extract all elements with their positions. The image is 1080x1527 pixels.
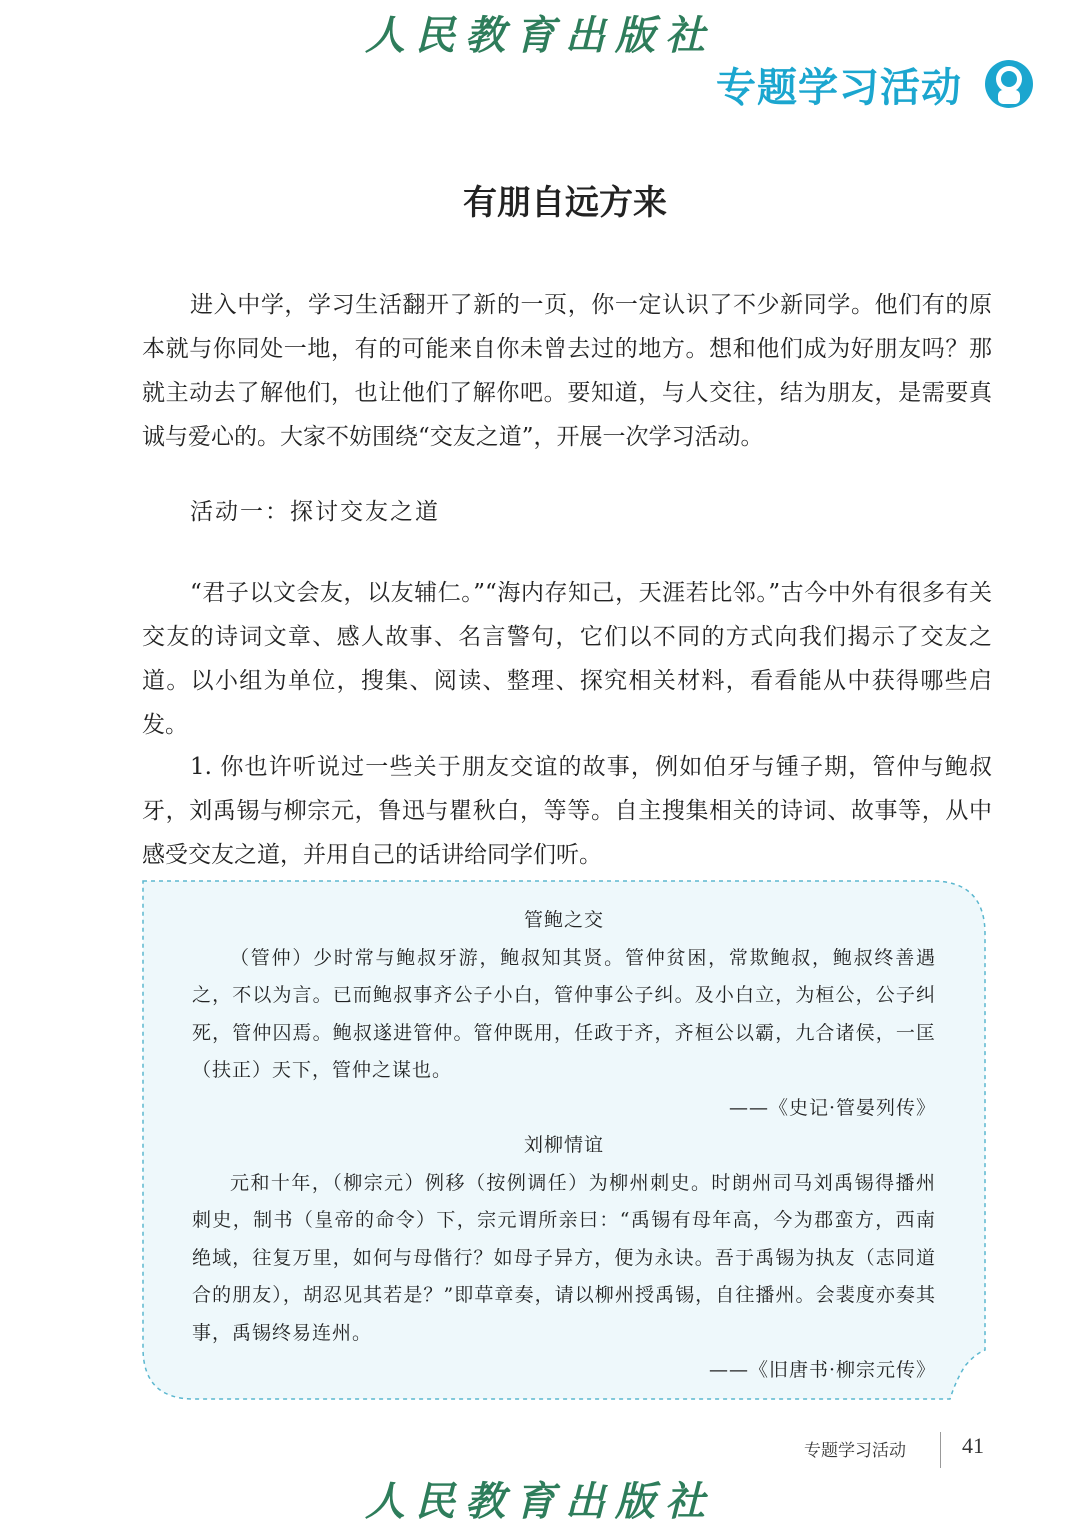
activity-heading: 活动一：探讨交友之道	[190, 499, 440, 525]
person-icon	[984, 59, 1034, 109]
footer-divider	[940, 1432, 941, 1468]
reading-material-box	[142, 880, 986, 1400]
section-header	[716, 56, 1034, 112]
story-source: ——《旧唐书·柳宗元传》	[708, 1359, 936, 1381]
page-number: 41	[962, 1433, 984, 1458]
reading-material-content	[192, 902, 936, 1390]
publisher-logo-bottom: 人民教育出版社	[365, 1478, 715, 1525]
footer-section-label: 专题学习活动	[804, 1441, 906, 1461]
intro-paragraph: 进入中学，学习生活翻开了新的一页，你一定认识了不少新同学。他们有的原本就与你同处一地，有的可能来自你未曾去过的地方。想和他们成为好朋友吗？那就主动去了解他们，也让他们了解你吧。要知道，与人交往，结为朋友，是需要真诚与爱心的。大家不妨围绕“交友之道”，开展一次学习活动。	[142, 292, 992, 450]
task-1-paragraph: 1. 你也许听说过一些关于朋友交谊的故事，例如伯牙与锺子期，管仲与鲍叔牙，刘禹锡与柳宗元，鲁迅与瞿秋白，等等。自主搜集相关的诗词、故事等，从中感受交友之道，并用自己的话讲给同学们听。	[142, 754, 992, 868]
publisher-logo-top: 人民教育出版社	[365, 12, 715, 59]
story-text: （管仲）少时常与鲍叔牙游，鲍叔知其贤。管仲贫困，常欺鲍叔，鲍叔终善遇之，不以为言。已而鲍叔事齐公子小白，管仲事公子纠。及小白立，为桓公，公子纠死，管仲囚焉。鲍叔遂进管仲。管仲既用，任政于齐，齐桓公以霸，九合诸侯，一匡（扶正）天下，管仲之谋也。	[192, 946, 936, 1081]
section-title: 专题学习活动	[716, 64, 962, 111]
story-title: 刘柳情谊	[523, 1134, 604, 1156]
story-text: 元和十年，（柳宗元）例移（按例调任）为柳州刺史。时朗州司马刘禹锡得播州刺史，制书（皇帝的命令）下，宗元谓所亲曰：“禹锡有母年高，今为郡蛮方，西南绝域，往复万里，如何与母偕行？如母子异方，便为永诀。吾于禹锡为执友（志同道合的朋友），胡忍见其若是？”即草章奏，请以柳州授禹锡，自往播州。会裴度亦奏其事，禹锡终易连州。	[192, 1171, 936, 1344]
story-source: ——《史记·管晏列传》	[728, 1096, 936, 1119]
page-title: 有朋自远方来	[463, 182, 667, 223]
story-title: 管鲍之交	[523, 909, 604, 931]
activity-intro-paragraph: “君子以文会友，以友辅仁。”“海内存知己，天涯若比邻。”古今中外有很多有关交友的诗词文章、感人故事、名言警句，它们以不同的方式向我们揭示了交友之道。以小组为单位，搜集、阅读、整理、探究相关材料，看看能从中获得哪些启发。	[142, 580, 992, 738]
